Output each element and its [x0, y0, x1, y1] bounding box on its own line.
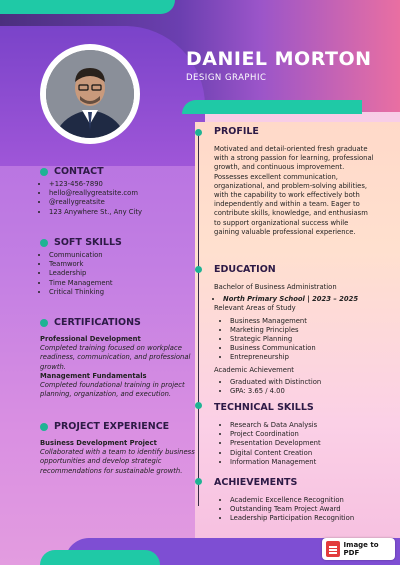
list-item: • hello@reallygreatsite.com [49, 189, 190, 198]
timeline-line [198, 136, 199, 506]
list-item: • Marketing Principles [230, 326, 374, 335]
achievement-label: Academic Achievement [214, 365, 294, 374]
section-title: PROFILE [214, 126, 259, 137]
bullet-dot-icon [40, 168, 48, 176]
section-title: EDUCATION [214, 264, 276, 275]
avatar [46, 50, 134, 138]
bullet-dot-icon [40, 319, 48, 327]
pdf-icon [326, 541, 340, 557]
areas-label: Relevant Areas of Study [214, 304, 296, 313]
section-title: PROJECT EXPERIENCE [54, 421, 170, 432]
certification-desc: Completed training focused on workplace readiness, communication, and professional growth. [40, 344, 191, 371]
person-icon [46, 50, 134, 138]
areas-list [214, 317, 374, 363]
list-item: • Critical Thinking [49, 288, 190, 297]
education-section [214, 264, 374, 396]
soft-skills-list [40, 251, 190, 297]
academic-achievements-list [214, 378, 374, 396]
footer-accent-teal [40, 550, 160, 565]
bullet-dot-icon [40, 423, 48, 431]
section-title: CONTACT [54, 166, 104, 177]
list-item: • Strategic Planning [230, 335, 374, 344]
candidate-name: DANIEL MORTON [186, 48, 372, 70]
profile-text: Motivated and detail-oriented fresh graduate with a strong passion for learning, professional growth, and continuous improvement. Possesses excellent communication, organizational, and problem-solving abilities, with the capability to work effectively both independently and within a team. Eager to contribute skills, knowledge, and enthusiasm to support organizational success while gaining valuable professional experience. [214, 145, 374, 236]
project-desc: Collaborated with a team to identify business opportunities and develop strategic recommendations for sustainable growth. [40, 448, 195, 475]
technical-skills-section [214, 402, 374, 467]
list-item: • +123-456-7890 [49, 180, 190, 189]
section-title: TECHNICAL SKILLS [214, 402, 314, 413]
profile-section [214, 126, 374, 237]
timeline-dot-icon [195, 266, 202, 273]
list-item: • Graduated with Distinction [230, 378, 374, 387]
header-accent-top [0, 0, 175, 14]
contact-list [40, 180, 190, 217]
list-item: • Project Coordination [230, 430, 374, 439]
timeline-dot-icon [195, 402, 202, 409]
list-item: • @reallygreatsite [49, 198, 190, 207]
section-title: SOFT SKILLS [54, 237, 122, 248]
list-item: • Digital Content Creation [230, 449, 374, 458]
header-accent-bar [182, 100, 362, 114]
list-item: • Leadership [49, 269, 190, 278]
list-item: • Academic Excellence Recognition [230, 496, 374, 505]
list-item: • Time Management [49, 279, 190, 288]
profile-photo [40, 44, 140, 144]
image-to-pdf-button[interactable] [322, 538, 395, 560]
achievements-section [214, 477, 374, 524]
list-item: • Communication [49, 251, 190, 260]
achievements-list [214, 496, 374, 524]
certifications-section [40, 317, 195, 399]
list-item: • Business Management [230, 317, 374, 326]
list-item: • Teamwork [49, 260, 190, 269]
candidate-role: DESIGN GRAPHIC [186, 73, 267, 83]
section-title: CERTIFICATIONS [54, 317, 141, 328]
contact-section [40, 166, 190, 217]
school: • North Primary School | 2023 – 2025 [223, 295, 374, 304]
list-item: • Information Management [230, 458, 374, 467]
degree: Bachelor of Business Administration [214, 283, 337, 291]
list-item: • 123 Anywhere St., Any City [49, 208, 190, 217]
list-item: • GPA: 3.65 / 4.00 [230, 387, 374, 396]
list-item: • Entrepreneurship [230, 353, 374, 362]
certification-desc: Completed foundational training in project planning, organization, and execution. [40, 381, 185, 399]
section-title: ACHIEVEMENTS [214, 477, 298, 488]
list-item: • Leadership Participation Recognition [230, 514, 374, 523]
list-item: • Presentation Development [230, 439, 374, 448]
project-name: Business Development Project [40, 439, 157, 447]
timeline-dot-icon [195, 478, 202, 485]
soft-skills-section [40, 237, 190, 297]
technical-skills-list [214, 421, 374, 467]
timeline-dot-icon [195, 129, 202, 136]
list-item: • Business Communication [230, 344, 374, 353]
badge-label: Image to PDF [343, 541, 379, 557]
list-item: • Outstanding Team Project Award [230, 505, 374, 514]
certification-name: Management Fundamentals [40, 371, 147, 380]
bullet-dot-icon [40, 239, 48, 247]
certification-name: Professional Development [40, 335, 141, 343]
project-experience-section [40, 421, 195, 476]
list-item: • Research & Data Analysis [230, 421, 374, 430]
